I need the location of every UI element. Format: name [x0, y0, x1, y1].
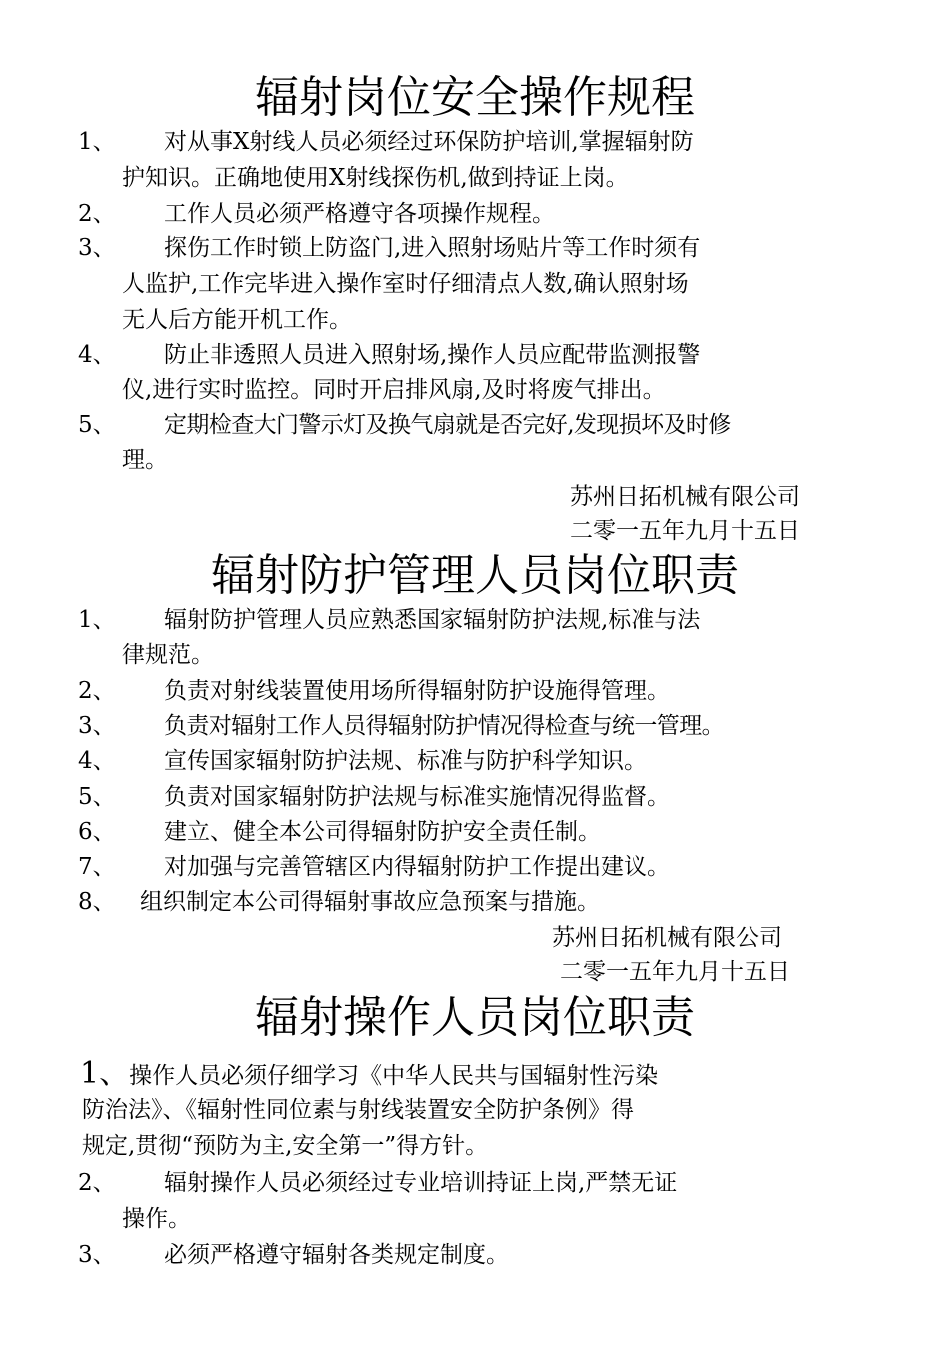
- item-number: 1、: [80, 1056, 130, 1091]
- item-number: 5、: [78, 784, 116, 810]
- section-2-item-7: [78, 850, 670, 885]
- item-text: 工作人员必须严格遵守各项操作规程。: [164, 201, 555, 227]
- section-3-item-2: [78, 1166, 677, 1201]
- section-2-item-2: [78, 674, 670, 709]
- section-1-item-3-cont-1: 人监护,工作完毕进入操作室时仔细清点人数,确认照射场: [122, 271, 689, 297]
- section-2-item-1: [78, 603, 700, 638]
- section-1-item-5: [78, 408, 731, 443]
- item-number: 3、: [78, 235, 116, 261]
- section-3-item-3: [78, 1238, 509, 1273]
- section-1-item-5-cont: 理。: [122, 447, 168, 473]
- section-2-title: 辐射防护管理人员岗位职责: [211, 550, 739, 601]
- item-number: 4、: [78, 342, 116, 368]
- item-text: 对从事X射线人员必须经过环保防护培训,掌握辐射防: [164, 129, 694, 155]
- item-number: 2、: [78, 678, 116, 704]
- item-text: 对加强与完善管辖区内得辐射防护工作提出建议。: [164, 854, 670, 880]
- item-text: 宣传国家辐射防护法规、标准与防护科学知识。: [164, 748, 647, 774]
- item-number: 8、: [78, 889, 116, 915]
- item-text: 探伤工作时锁上防盗门,进入照射场贴片等工作时须有: [164, 235, 701, 261]
- item-text: 负责对辐射工作人员得辐射防护情况得检查与统一管理。: [164, 713, 725, 739]
- section-3-item-2-cont: 操作。: [122, 1206, 191, 1232]
- section-1-item-4-cont: 仪,进行实时监控。同时开启排风扇,及时将废气排出。: [122, 377, 666, 403]
- item-text: 建立、健全本公司得辐射防护安全责任制。: [164, 819, 601, 845]
- section-2-company: 苏州日拓机械有限公司: [552, 925, 782, 951]
- section-1-date: 二零一五年九月十五日: [570, 518, 800, 544]
- section-1-company: 苏州日拓机械有限公司: [570, 484, 800, 510]
- section-1-item-4: [78, 338, 700, 373]
- section-1-item-1-cont: 护知识。正确地使用X射线探伤机,做到持证上岗。: [122, 165, 629, 191]
- section-3-item-1: [80, 1056, 658, 1094]
- section-2-item-5: [78, 780, 670, 815]
- item-text: 组织制定本公司得辐射事故应急预案与措施。: [140, 889, 600, 915]
- item-text: 辐射防护管理人员应熟悉国家辐射防护法规,标准与法: [164, 607, 701, 633]
- section-1-item-2: [78, 197, 555, 232]
- item-text: 必须严格遵守辐射各类规定制度。: [164, 1242, 509, 1268]
- item-text: 负责对射线装置使用场所得辐射防护设施得管理。: [164, 678, 670, 704]
- item-number: 7、: [78, 854, 116, 880]
- section-2-item-8: [78, 885, 600, 920]
- section-1-item-3-cont-2: 无人后方能开机工作。: [122, 307, 352, 333]
- item-number: 6、: [78, 819, 116, 845]
- section-2-item-6: [78, 815, 601, 850]
- item-number: 1、: [78, 607, 116, 633]
- item-text: 负责对国家辐射防护法规与标准实施情况得监督。: [164, 784, 670, 810]
- item-number: 4、: [78, 748, 116, 774]
- item-text: 辐射操作人员必须经过专业培训持证上岗,严禁无证: [164, 1170, 678, 1196]
- section-1-item-1: [78, 125, 694, 160]
- section-1-title: 辐射岗位安全操作规程: [255, 72, 695, 123]
- item-number: 2、: [78, 201, 116, 227]
- item-number: 5、: [78, 412, 116, 438]
- item-number: 3、: [78, 713, 116, 739]
- section-3-item-1-cont-1: 防治法》、《辐射性同位素与射线装置安全防护条例》得: [82, 1097, 634, 1123]
- item-number: 1、: [78, 129, 116, 155]
- section-1-item-3: [78, 231, 700, 266]
- item-text: 防止非透照人员进入照射场,操作人员应配带监测报警: [164, 342, 701, 368]
- item-text: 定期检查大门警示灯及换气扇就是否完好,发现损坏及时修: [164, 412, 731, 438]
- section-2-item-1-cont: 律规范。: [122, 642, 214, 668]
- section-2-date: 二零一五年九月十五日: [560, 959, 790, 985]
- section-2-item-3: [78, 709, 724, 744]
- item-number: 2、: [78, 1170, 116, 1196]
- item-text: 操作人员必须仔细学习《中华人民共与国辐射性污染: [129, 1063, 659, 1089]
- section-3-item-1-cont-2: 规定,贯彻“预防为主,安全第一”得方针。: [82, 1133, 489, 1159]
- item-number: 3、: [78, 1242, 116, 1268]
- section-3-title: 辐射操作人员岗位职责: [255, 992, 695, 1043]
- section-2-item-4: [78, 744, 647, 779]
